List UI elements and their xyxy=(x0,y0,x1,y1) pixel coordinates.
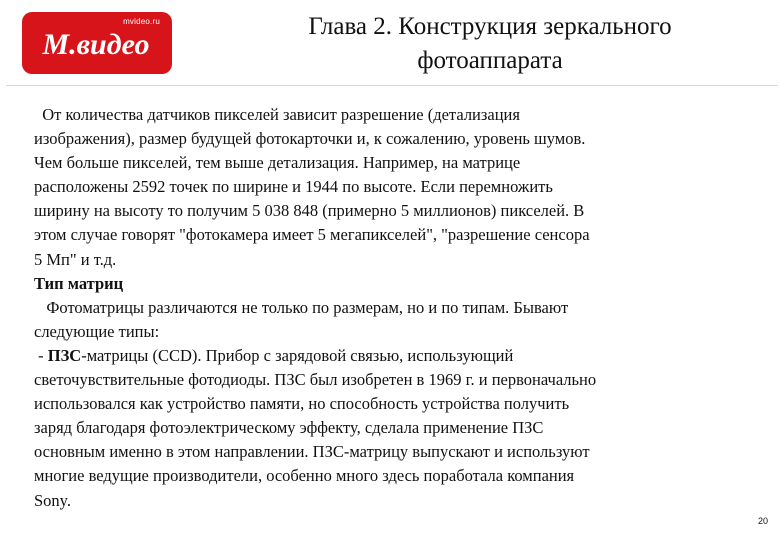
slide-body xyxy=(34,103,754,513)
paragraph-line: 5 Мп" и т.д. xyxy=(34,249,117,269)
paragraph-line: ширину на высоту то получим 5 038 848 (примерно 5 миллионов) пикселей. В xyxy=(34,201,585,221)
paragraph-line: От количества датчиков пикселей зависит разрешение (детализация xyxy=(34,105,520,124)
paragraph-line: многие ведущие производители, особенно много здесь поработала компания xyxy=(34,466,575,486)
paragraph-line: следующие типы: xyxy=(34,321,160,341)
paragraph-line: Чем больше пикселей, тем выше детализация. Например, на матрице xyxy=(34,153,521,173)
paragraph-line: заряд благодаря фотоэлектрическому эффекту, сделала применение ПЗС xyxy=(34,418,544,438)
paragraph-line: использовался как устройство памяти, но способность устройства получить xyxy=(34,394,570,414)
ccd-term: ПЗС xyxy=(47,345,82,365)
mvideo-logo xyxy=(22,12,172,74)
title-line-1: Глава 2. Конструкция зеркального xyxy=(308,13,672,40)
title-divider xyxy=(6,85,778,86)
page-title xyxy=(190,10,780,78)
paragraph-line: расположены 2592 точек по ширине и 1944 по высоте. Если перемножить xyxy=(34,177,553,197)
paragraph-line: изображения), размер будущей фотокарточки и, к сожалению, уровень шумов. xyxy=(34,129,586,149)
section-heading: Тип матриц xyxy=(34,273,124,293)
ccd-line-rest: -матрицы (CCD). Прибор с зарядовой связью, использующий xyxy=(81,345,514,365)
paragraph-line: Sony. xyxy=(34,490,71,510)
ccd-list-item xyxy=(34,344,754,368)
paragraph-line: Фотоматрицы различаются не только по размерам, но и по типам. Бывают xyxy=(34,297,569,317)
logo-site-text: mvideo.ru xyxy=(123,17,160,26)
page-number: 20 xyxy=(757,516,768,526)
list-bullet: - xyxy=(34,345,48,365)
paragraph-line: основным именно в этом направлении. ПЗС-матрицу выпускают и используют xyxy=(34,442,590,462)
paragraph-line: светочувствительные фотодиоды. ПЗС был изобретен в 1969 г. и первоначально xyxy=(34,370,597,390)
title-line-2: фотоаппарата xyxy=(417,47,563,74)
paragraph-line: этом случае говорят "фотокамера имеет 5 мегапикселей", "разрешение сенсора xyxy=(34,225,590,245)
logo-brand-text: М.видео xyxy=(42,28,150,61)
